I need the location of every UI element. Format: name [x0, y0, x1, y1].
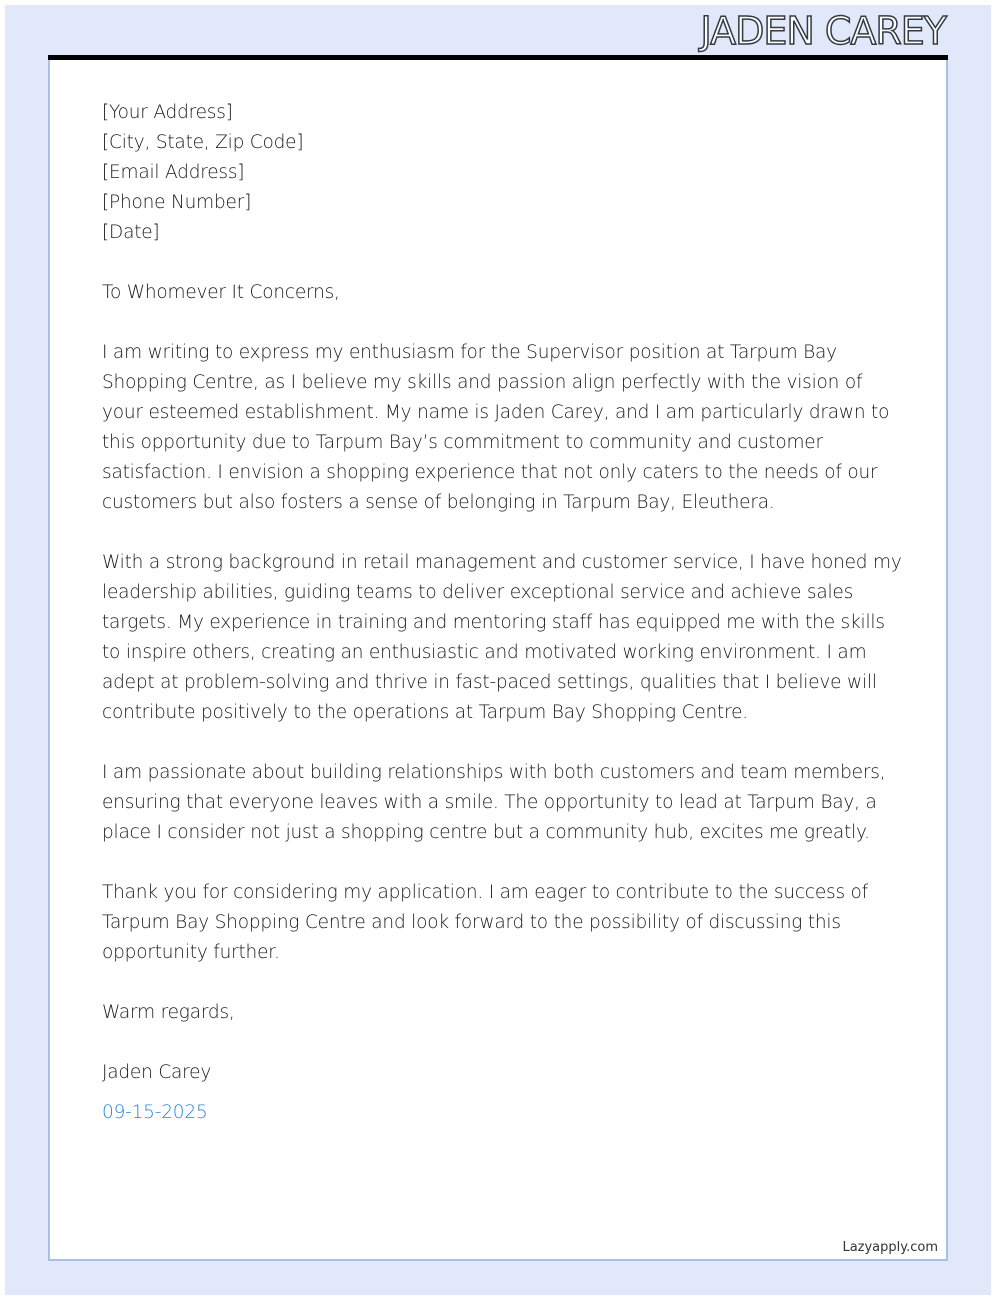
email-line: [Email Address] [102, 162, 245, 183]
applicant-name-heading: JADEN CAREY [700, 9, 946, 53]
cover-letter-body [102, 98, 902, 1128]
body-paragraph-closing: Thank you for considering my application. I am eager to contribute to the success of Tarpum Bay Shopping Centre and look forward to the possibility of discussing this opportunity further. [102, 882, 868, 963]
watermark-text: Lazyapply.com [842, 1240, 938, 1255]
closing-phrase: Warm regards, [102, 1002, 235, 1023]
phone-line: [Phone Number] [102, 192, 252, 213]
body-paragraph-relationships: I am passionate about building relationships with both customers and team members, ensuring that everyone leaves with a smile. The opportunity to lead at Tarpum Bay, a place I consider not just a shopping centre but a community hub, excites me greatly. [102, 762, 886, 843]
salutation: To Whomever It Concerns, [102, 282, 340, 303]
body-paragraph-intro: I am writing to express my enthusiasm for the Supervisor position at Tarpum Bay Shopping Centre, as I believe my skills and passion align perfectly with the vision of your esteemed establishment. My name is Jaden Carey, and I am particularly drawn to this opportunity due to Tarpum Bay’s commitment to community and customer satisfaction. I envision a shopping experience that not only caters to the needs of our customers but also fosters a sense of belonging in Tarpum Bay, Eleuthera. [102, 342, 890, 513]
signature-date: 09-15-2025 [102, 1102, 208, 1123]
body-paragraph-experience: With a strong background in retail management and customer service, I have honed my leadership abilities, guiding teams to deliver exceptional service and achieve sales targets. My experience in training and mentoring staff has equipped me with the skills to inspire others, creating an enthusiastic and motivated working environment. I am adept at problem-solving and thrive in fast-paced settings, qualities that I believe will contribute positively to the operations at Tarpum Bay Shopping Centre. [102, 552, 902, 723]
signature-name: Jaden Carey [102, 1062, 212, 1083]
city-state-zip-line: [City, State, Zip Code] [102, 132, 304, 153]
address-line: [Your Address] [102, 102, 233, 123]
letter-paper [48, 60, 948, 1261]
sender-address-block [102, 98, 902, 248]
date-line: [Date] [102, 222, 160, 243]
